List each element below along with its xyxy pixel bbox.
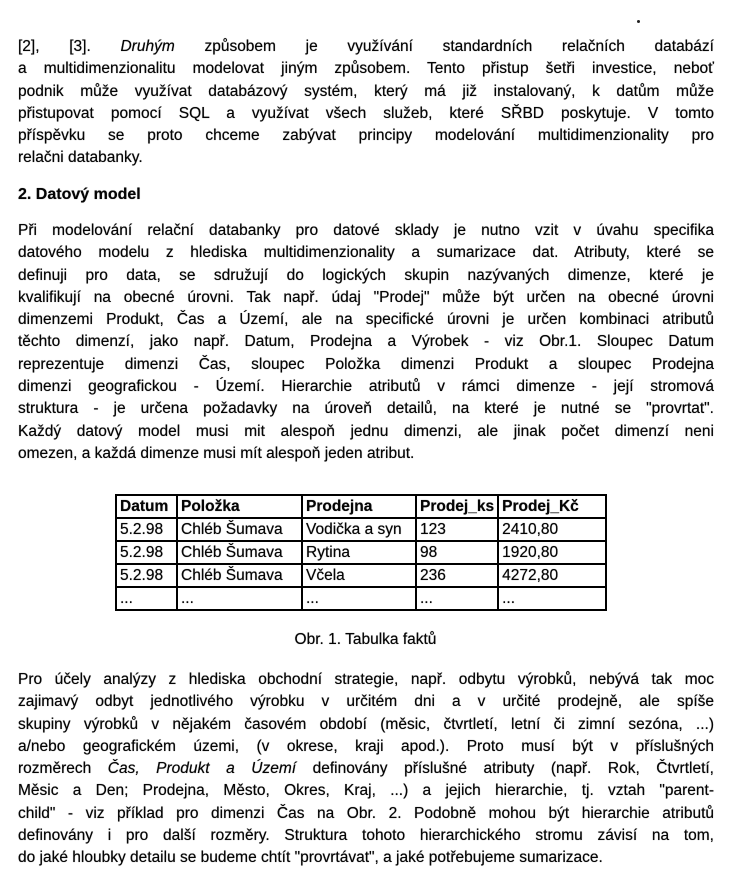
paragraph-data-model xyxy=(18,220,714,465)
text-line: child" - viz příklad pro dimenzi Čas na Obr. 2. Podobně mohou být hierarchie atributů xyxy=(18,804,714,822)
text-line: těchto dimenzí, jako např. Datum, Prodejna a Výrobek - viz Obr.1. Sloupec Datum xyxy=(18,333,714,351)
cell-prodej-ks: 123 xyxy=(416,518,498,541)
text-segment: [2], [3]. xyxy=(18,38,121,55)
column-header-datum: Datum xyxy=(116,495,177,518)
cell-polozka: Chléb Šumava xyxy=(177,518,302,541)
cell-ellipsis: ... xyxy=(498,587,606,610)
text-segment-italic: Druhým xyxy=(120,38,175,55)
section-heading: 2. Datový model xyxy=(18,186,141,203)
text-line: příspěvku se proto chceme zabývat principy modelování multidimenzionality pro xyxy=(18,127,714,145)
paragraph-analysis xyxy=(18,669,714,870)
text-line: skupiny výrobků v nějakém časovém období (měsic, čtvrtletí, letní či zimní sezóna, ...) xyxy=(18,715,714,733)
cell-prodej-ks: 236 xyxy=(416,564,498,587)
text-line: kvalifikují na obecné úrovni. Tak např. údaj "Prodej" může být určen na obecné úrovni xyxy=(18,288,714,306)
text-line: definuji pro data, se sdružují do logických skupin nazývaných dimenze, které je xyxy=(18,266,714,284)
cell-prodej-ks: 98 xyxy=(416,541,498,564)
fact-table-header-row xyxy=(116,495,606,518)
text-line: relačni databanky. xyxy=(18,149,143,167)
cell-prodej-kc: 4272,80 xyxy=(498,564,606,587)
text-line: Pro účely analýzy z hlediska obchodní strategie, např. odbytu výrobků, nebývá tak moc xyxy=(18,671,714,688)
table-row-ellipsis xyxy=(116,587,606,610)
text-segment: způsobem je využívání standardních relačních databází xyxy=(174,38,714,55)
cell-datum: 5.2.98 xyxy=(116,564,177,587)
text-line: a/nebo geografickém územi, (v okrese, kraji apod.). Proto musí být v příslušných xyxy=(18,737,714,755)
paragraph-intro xyxy=(18,36,714,170)
cell-prodejna: Včela xyxy=(302,564,416,587)
table-row xyxy=(116,518,606,541)
cell-datum: 5.2.98 xyxy=(116,518,177,541)
column-header-polozka: Položka xyxy=(177,495,302,518)
cell-prodej-kc: 1920,80 xyxy=(498,541,606,564)
cell-prodejna: Rytina xyxy=(302,541,416,564)
cell-prodejna: Vodička a syn xyxy=(302,518,416,541)
scan-speck xyxy=(637,20,640,23)
text-line: zajimavý odbyt jednotlivého výrobku v určitém dni a v určité prodejně, ale spíše xyxy=(18,693,714,711)
text-line: Při modelování relační databanky pro datové sklady je nutno vzit v úvahu specifika xyxy=(18,222,714,239)
fact-table xyxy=(115,494,607,611)
text-segment-italic: Čas, Produkt a Území xyxy=(107,760,297,778)
cell-ellipsis: ... xyxy=(116,587,177,610)
text-line: podnik může využívat databázový systém, který má již instalovaný, k datům může xyxy=(18,82,714,100)
text-segment: definovány příslušné atributy (např. Rok, Čtvrtletí, xyxy=(296,760,714,778)
cell-ellipsis: ... xyxy=(302,587,416,610)
text-line xyxy=(18,36,714,58)
text-line: dimenzemi Produkt, Čas a Území, ale na specifické úrovni je určen kombinaci atributů xyxy=(18,311,714,329)
column-header-prodejna: Prodejna xyxy=(302,495,416,518)
text-line: do jaké hloubky detailu se budeme chtít "provrtávat", a jaké potřebujeme sumarizace. xyxy=(18,849,603,867)
text-line xyxy=(18,758,714,780)
text-line: datového modelu z hlediska multidimenzionality a sumarizace dat. Atributy, které se xyxy=(18,244,714,262)
table-row xyxy=(116,541,606,564)
column-header-prodej-ks: Prodej_ks xyxy=(416,495,498,518)
text-line: omezen, a každá dimenze musi mít alespoň jeden atribut. xyxy=(18,444,415,462)
cell-ellipsis: ... xyxy=(416,587,498,610)
text-line: a multidimenzionalitu modelovat jiným způsobem. Tento přistup šetři investice, neboť xyxy=(18,60,714,78)
cell-polozka: Chléb Šumava xyxy=(177,564,302,587)
text-line: struktura - je určena požadavky na úroveň detailů, na které je nutné se "provrtat". xyxy=(18,400,714,418)
text-line: Měsic a Den; Prodejna, Město, Okres, Kraj, ...) a jejich hierarchie, tj. vztah "parent- xyxy=(18,782,714,800)
table-row xyxy=(116,564,606,587)
cell-polozka: Chléb Šumava xyxy=(177,541,302,564)
figure-caption: Obr. 1. Tabulka faktů xyxy=(294,631,437,648)
cell-ellipsis: ... xyxy=(177,587,302,610)
text-line: definovány i pro další rozměry. Struktura tohoto hierarchického stromu závisí na tom, xyxy=(18,827,714,845)
text-line: Každý datový model musi mit alespoň jednu dimenzi, ale jinak počet dimenzí neni xyxy=(18,422,714,440)
column-header-prodej-kc: Prodej_Kč xyxy=(498,495,606,518)
text-line: reprezentuje dimenzi Čas, sloupec Položka dimenzi Produkt a sloupec Prodejna xyxy=(18,355,714,373)
text-line: přistupovat pomocí SQL a využívat všech služeb, které SŘBD poskytuje. V tomto xyxy=(18,104,714,122)
cell-datum: 5.2.98 xyxy=(116,541,177,564)
cell-prodej-kc: 2410,80 xyxy=(498,518,606,541)
text-line: dimenzi geografickou - Území. Hierarchie atributů v rámci dimenze - její stromová xyxy=(18,378,714,396)
text-segment: rozměrech xyxy=(18,760,108,778)
